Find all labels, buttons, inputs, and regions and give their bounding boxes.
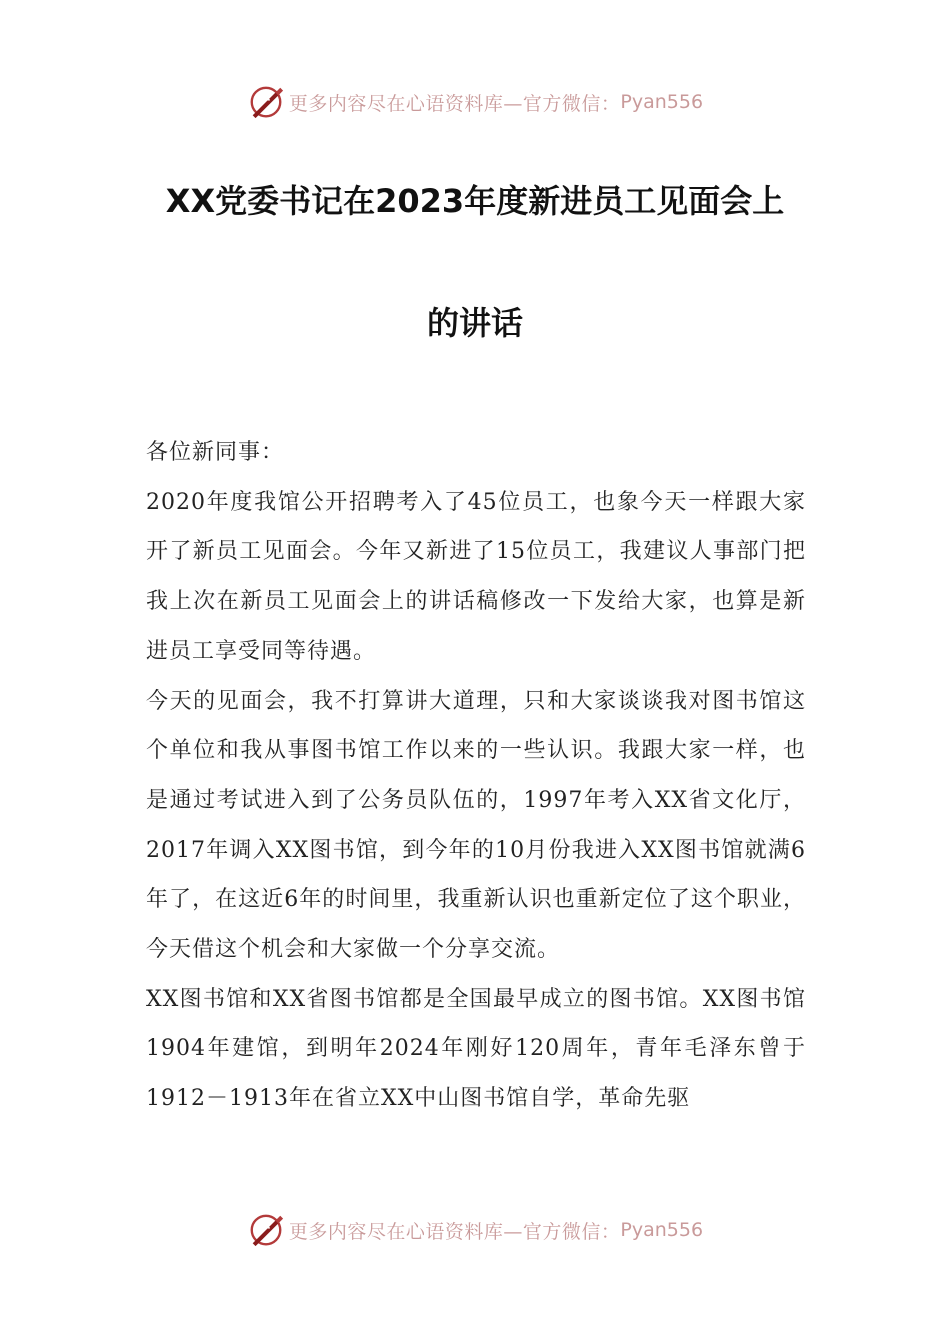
salutation: 各位新同事： (146, 440, 285, 465)
paragraph-3: XX图书馆和XX省图书馆都是全国最早成立的图书馆。XX图书馆1904年建馆，到明年2024年刚好120周年，青年毛泽东曾于1912－1913年在省立XX中山图书馆自学，革命先驱 (146, 986, 806, 1112)
watermark-wechat-id: Pyan556 (620, 1219, 704, 1241)
pen-logo-icon (247, 1211, 285, 1249)
document-body (146, 428, 806, 1124)
pen-logo-icon (247, 83, 285, 121)
watermark-wechat-id: Pyan556 (620, 91, 704, 113)
document-title-line2: 的讲话 (426, 304, 523, 342)
header-watermark (0, 82, 950, 122)
document-title-line1: XX党委书记在2023年度新进员工见面会上 (165, 182, 785, 220)
paragraph-2: 今天的见面会，我不打算讲大道理，只和大家谈谈我对图书馆这个单位和我从事图书馆工作以来的一些认识。我跟大家一样，也是通过考试进入到了公务员队伍的，1997年考入XX省文化厅，2017年调入XX图书馆，到今年的10月份我进入XX图书馆就满6年了，在这近6年的时间里，我重新认识也重新定位了这个职业，今天借这个机会和大家做一个分享交流。 (146, 688, 806, 963)
watermark-text: 更多内容尽在心语资料库—官方微信： (288, 92, 621, 115)
footer-watermark (0, 1210, 950, 1250)
watermark-text: 更多内容尽在心语资料库—官方微信： (288, 1220, 621, 1243)
paragraph-1: 2020年度我馆公开招聘考入了45位员工，也象今天一样跟大家开了新员工见面会。今年又新进了15位员工，我建议人事部门把我上次在新员工见面会上的讲话稿修改一下发给大家，也算是新进员工享受同等待遇。 (146, 489, 806, 664)
